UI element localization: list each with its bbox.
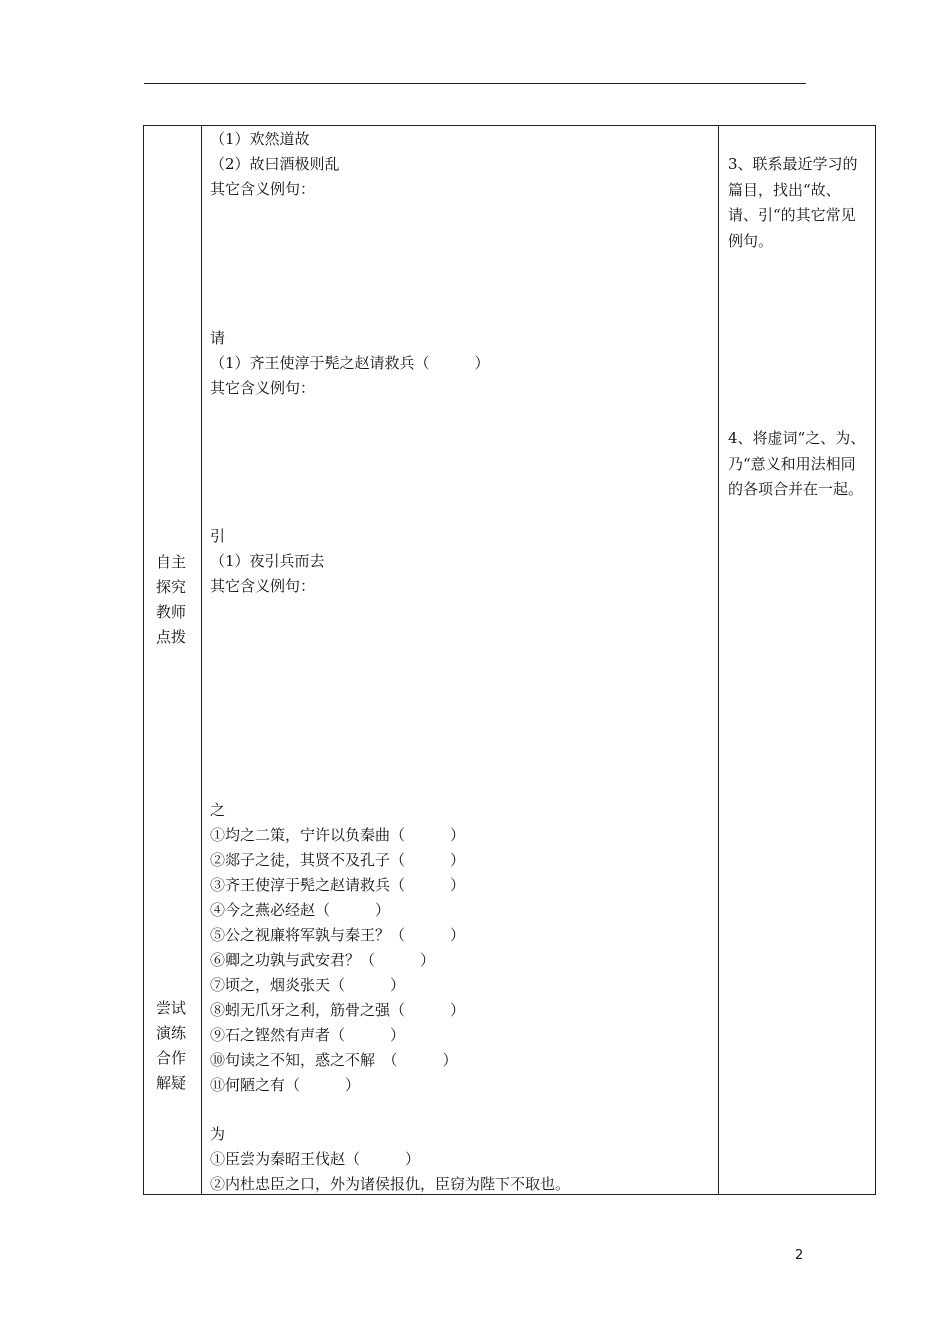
zhi-item: ①均之二策，宁许以负秦曲（ ） [210, 826, 466, 844]
wei-item: ②内杜忠臣之口，外为诸侯报仇，臣窃为陛下不取也。 [210, 1175, 571, 1193]
yin-other-examples-label: 其它含义例句： [210, 577, 316, 595]
qing-other-examples-label: 其它含义例句： [210, 379, 316, 397]
page-number: 2 [795, 1248, 804, 1263]
header-rule [144, 83, 806, 84]
zhi-item: ⑪何陋之有（ ） [210, 1076, 361, 1094]
zhi-item: ⑨石之铿然有声者（ ） [210, 1026, 406, 1044]
gu-example-2: （2）故曰酒极则乱 [210, 155, 340, 173]
yin-heading: 引 [210, 527, 226, 545]
zhi-item: ②郯子之徒，其贤不及孔子（ ） [210, 851, 466, 869]
gu-other-examples-label: 其它含义例句： [210, 180, 316, 198]
lesson-table [143, 125, 876, 1195]
zhi-item: ⑧蚓无爪牙之利，筋骨之强（ ） [210, 1001, 466, 1019]
wei-heading: 为 [210, 1125, 226, 1143]
zhi-item: ④今之燕必经赵（ ） [210, 901, 391, 919]
qing-example-1: （1）齐王使淳于髡之赵请救兵（ ） [210, 354, 490, 372]
column-divider-right [718, 126, 719, 1194]
zhi-item: ⑦顷之，烟炎张天（ ） [210, 976, 406, 994]
zhi-item: ③齐王使淳于髡之赵请救兵（ ） [210, 876, 466, 894]
section-label-practice: 尝试演练合作解疑 [156, 999, 187, 1092]
wei-item: ①臣尝为秦昭王伐赵（ ） [210, 1150, 421, 1168]
qing-heading: 请 [210, 329, 226, 347]
task-note-3: 3、联系最近学习的篇目，找出“故、请、引“的其它常见例句。 [728, 155, 858, 250]
zhi-item: ⑥卿之功孰与武安君？（ ） [210, 951, 436, 969]
task-note-4: 4、将虚词“之、为、乃“意义和用法相同的各项合并在一起。 [728, 429, 866, 498]
column-divider-left [201, 126, 202, 1194]
yin-example-1: （1）夜引兵而去 [210, 552, 325, 570]
section-label-explore: 自主探究教师点拨 [156, 553, 187, 646]
gu-example-1: （1）欢然道故 [210, 130, 310, 148]
zhi-item: ⑤公之视廉将军孰与秦王？（ ） [210, 926, 466, 944]
zhi-heading: 之 [210, 801, 226, 819]
zhi-item: ⑩句读之不知，惑之不解 （ ） [210, 1051, 458, 1069]
